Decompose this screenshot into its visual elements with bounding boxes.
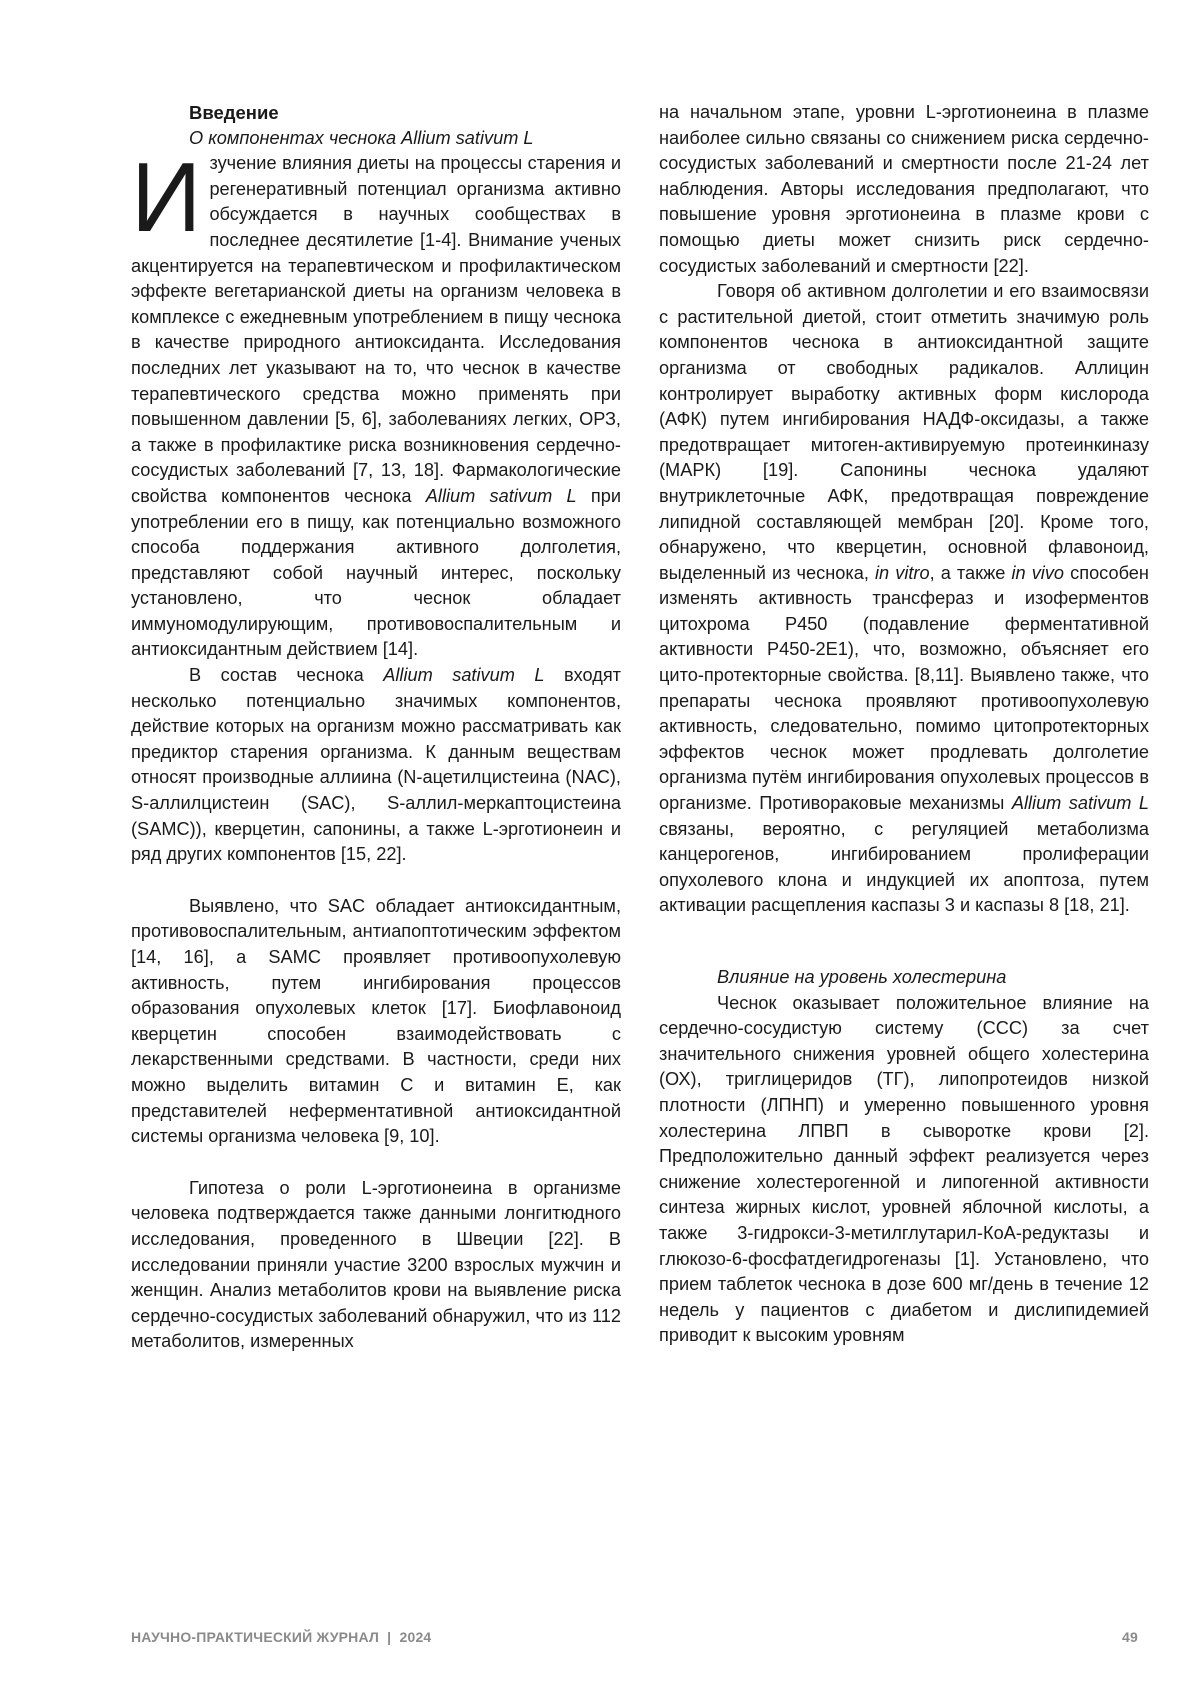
- right-column: [659, 100, 1149, 1349]
- paragraph: Говоря об активном долголетии и его взаимосвязи с растительной диетой, стоит отметить значимую роль компонентов чеснока в антиоксидантной защите организма от свободных радикалов. Аллицин контролирует выработку активных форм кислорода (АФК) путем ингибирования НАДФ-оксидазы, а также предотвращает митоген-активируемую протеинкиназу (МАРК) [19]. Сапонины чеснока удаляют внутриклеточные АФК, предотвращая повреждение липидной составляющей мембран [20]. Кроме того, обнаружено, что кверцетин, основной флавоноид, выделенный из чеснока, in vitro, а также in vivo способен изменять активность трансфераз и изоферментов цитохрома P450 (подавление ферментативной активности P450-2E1), что, возможно, объясняет его цито-протекторные свойства. [8,11]. Выявлено также, что препараты чеснока проявляют противоопухолевую активность, следовательно, помимо цитопротекторных эффектов чеснок может продлевать долголетие организма путём ингибирования опухолевых процессов в организме. Противораковые механизмы Allium sativum L связаны, вероятно, с регуляцией метаболизма канцерогенов, ингибированием пролиферации опухолевого клона и индукцией их апоптоза, путем активации расщепления каспазы 3 и каспазы 8 [18, 21].: [659, 281, 1150, 916]
- page-number: 49: [1122, 1629, 1138, 1645]
- paragraph: Гипотеза о роли L-эрготионеина в организме человека подтверждается также данными лонгитюдного исследования, проведенного в Швеции [22]. В исследовании приняли участие 3200 взрослых мужчин и женщин. Анализ метаболитов крови на выявление риска сердечно-сосудистых заболеваний обнаружил, что из 112 метаболитов, измеренных: [131, 1177, 621, 1352]
- paragraph-gap: [131, 1150, 621, 1176]
- paragraph: В состав чеснока Allium sativum L входят несколько потенциально значимых компонентов, действие которых на организм можно рассматривать как предиктор старения организма. К данным веществам относят производные аллиина (N-ацетилцистеина (NAC), S-аллилцистеин (SAC), S-аллил-меркаптоцистеина (SAMC)), кверцетин, сапонины, а также L-эрготионеин и ряд других компонентов [15, 22].: [131, 665, 621, 865]
- paragraph-gap: [131, 868, 621, 894]
- section-gap: [659, 919, 1149, 965]
- journal-name: НАУЧНО-ПРАКТИЧЕСКИЙ ЖУРНАЛ | 2024: [131, 1629, 432, 1645]
- intro-paragraph: Изучение влияния диеты на процессы старения и регенеративный потенциал организма активно обсуждается в научных сообществах в последнее десятилетие [1-4]. Внимание ученых акцентируется на терапевтическом и профилактическом эффекте вегетарианской диеты на организм человека в комплексе с ежедневным употреблением в пищу чеснока в качестве природного антиоксиданта. Исследования последних лет указывают на то, что чеснок в качестве терапевтического средства можно применять при повышенном давлении [5, 6], заболеваниях легких, ОРЗ, а также в профилактике риска возникновения сердечно-сосудистых заболеваний [7, 13, 18]. Фармакологические свойства компонентов чеснока Allium sativum L при употреблении его в пищу, как потенциально возможного способа поддержания активного долголетия, представляют собой научный интерес, поскольку установлено, что чеснок обладает иммуномодулирующим, противовоспалительным и антиоксидантным действием [14].: [131, 142, 621, 660]
- paragraph: Выявлено, что SAC обладает антиоксидантным, противовоспалительным, антиапоптотическим эффектом [14, 16], а SAMC проявляет противоопухолевую активность, путем ингибирования процессов образования опухолевых клеток [17]. Биофлавоноид кверцетин способен взаимодействовать с лекарственными средствами. В частности, среди них можно выделить витамин С и витамин Е, как представителей неферментативной антиоксидантной системы организма человека [9, 10].: [131, 895, 621, 1147]
- section-heading: Введение: [189, 102, 279, 123]
- paragraph: на начальном этапе, уровни L-эрготионеина в плазме наиболее сильно связаны со снижением риска сердечно-сосудистых заболеваний и смертности после 21-24 лет наблюдения. Авторы исследования предполагают, что повышение уровня эрготионеина в плазме крови с помощью диеты может снизить риск сердечно-сосудистых заболеваний и смертности [22].: [659, 102, 1149, 276]
- drop-cap: И: [131, 142, 202, 253]
- subsection-heading: Влияние на уровень холестерина: [717, 967, 1007, 987]
- paragraph: Чеснок оказывает положительное влияние на сердечно-сосудистую систему (ССС) за счет значительного снижения уровней общего холестерина (ОХ), триглицеридов (ТГ), липопротеидов низкой плотности (ЛПНП) и умеренно повышенного уровня холестерина ЛПВП в сыворотке крови [2]. Предположительно данный эффект реализуется через снижение холестерогенной и липогенной активности синтеза жирных кислот, уровней яблочной кислоты, а также 3-гидрокси-3-метилглутарил-КоА-редуктазы и глюкозо-6-фосфатдегидрогеназы [1]. Установлено, что прием таблеток чеснока в дозе 600 мг/день в течение 12 недель у пациентов с диабетом и дислипидемией приводит к высоким уровням: [659, 992, 1149, 1346]
- left-column: [131, 100, 621, 1355]
- subsection-heading: О компонентах чеснока Allium sativum L: [189, 127, 534, 148]
